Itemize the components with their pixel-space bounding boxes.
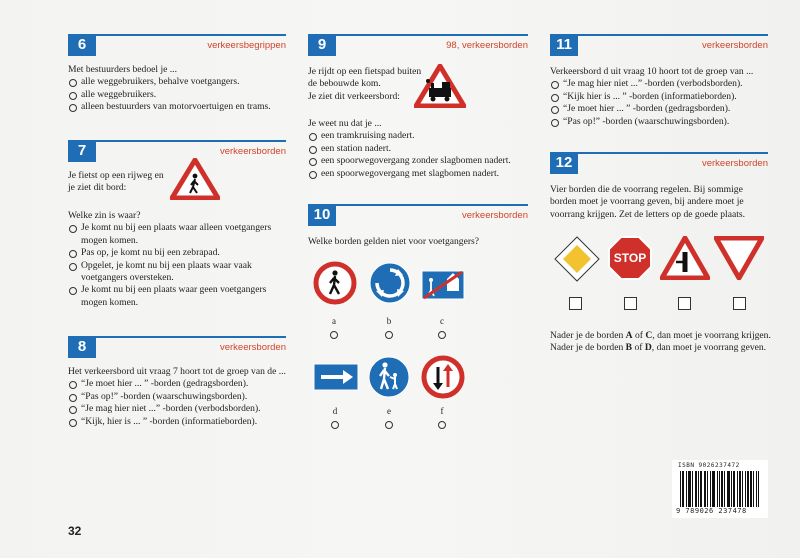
answer-option[interactable]: “Je mag hier niet ...” -borden (verbodsborden). [68, 403, 300, 415]
answer-option[interactable]: “Kijk, hier is ... ” -borden (informatieborden). [68, 416, 300, 428]
question-category: verkeersborden [219, 146, 286, 157]
answer-radio[interactable] [385, 331, 393, 339]
question-12-text: Vier borden die de voorrang regelen. Bij sommige borden moet je voorrang geven, bij andere moet je voorrang krijgen. Zet de letters op de goede plaats. [550, 184, 746, 220]
sign-label: b [386, 316, 392, 326]
sign-label: a [332, 316, 336, 326]
question-number: 7 [68, 140, 96, 162]
answer-option[interactable]: “Pas op!” -borden (waarschuwingsborden). [550, 116, 780, 128]
sign-label: d [332, 406, 338, 416]
answer-letter-box[interactable] [733, 297, 746, 310]
answer-radio[interactable] [385, 421, 393, 429]
question-category: verkeersborden [461, 210, 528, 221]
question-number: 9 [308, 34, 336, 56]
question-9-intro: Je rijdt op een fietspad buiten de bebouwde kom. Je ziet dit verkeersbord: [308, 66, 422, 102]
end-residential-zone-sign-icon [421, 270, 465, 300]
answer-radio[interactable] [438, 421, 446, 429]
question-text: Je weet nu dat je ... [308, 118, 382, 129]
page-number: 32 [68, 524, 82, 538]
priority-road-sign-icon [554, 236, 600, 282]
answer-option[interactable]: Opgelet, je komt nu bij een plaats waar vaak voetgangers oversteken. [68, 260, 298, 285]
no-pedestrians-sign-icon [313, 261, 357, 305]
stop-sign-icon [608, 236, 652, 280]
barcode-digits: 9 789026 237478 [676, 507, 747, 515]
give-way-oncoming-sign-icon [421, 355, 465, 399]
question-text: Welke borden gelden niet voor voetgangers? [308, 236, 480, 247]
answer-option[interactable]: alle weggebruikers. [68, 89, 298, 101]
question-11-header [550, 34, 768, 58]
question-category: verkeersborden [219, 342, 286, 353]
answer-option[interactable]: een tramkruising nadert. [308, 130, 540, 142]
question-category: verkeersborden [701, 158, 768, 169]
give-way-sign-icon [714, 236, 764, 280]
pedestrian-path-sign-icon [367, 355, 411, 399]
question-8-body [68, 366, 300, 428]
answer-option[interactable]: alleen bestuurders van motorvoertuigen en trams. [68, 101, 298, 113]
answer-radio[interactable] [438, 331, 446, 339]
question-number: 8 [68, 336, 96, 358]
answer-option[interactable]: Pas op, je komt nu bij een zebrapad. [68, 247, 298, 259]
answer-option[interactable]: alle weggebruikers, behalve voetgangers. [68, 76, 298, 88]
answer-option[interactable]: Je komt nu bij een plaats waar alleen voetgangers mogen komen. [68, 222, 298, 247]
answer-letter-box[interactable] [678, 297, 691, 310]
question-category: 98, verkeersborden [446, 40, 528, 51]
question-12-instructions: Nader je de borden A of C, dan moet je voorrang krijgen. Nader je de borden B of D, dan moet je voorrang geven. [550, 330, 771, 354]
barcode [672, 460, 768, 518]
barcode-bars [680, 471, 762, 507]
side-road-warning-sign-icon [660, 236, 710, 280]
question-text: Welke zin is waar? [68, 210, 141, 221]
question-7-intro: Je fietst op een rijweg en je ziet dit bord: [68, 170, 164, 194]
question-9-header [308, 34, 528, 58]
question-number: 12 [550, 152, 578, 174]
answer-option[interactable]: “Je moet hier ... ” -borden (gedragsborden). [68, 378, 300, 390]
question-7-body [68, 210, 298, 309]
answer-option[interactable]: “Je moet hier ... ” -borden (gedragsborden). [550, 103, 780, 115]
answer-option[interactable]: een spoorwegovergang met slagbomen nadert. [308, 168, 540, 180]
question-8-header [68, 336, 286, 360]
question-6-body [68, 64, 298, 114]
question-text: Het verkeersbord uit vraag 7 hoort tot de groep van de ... [68, 366, 286, 377]
question-9-body [308, 118, 540, 180]
sign-label: e [387, 406, 391, 416]
sign-label: f [440, 406, 444, 416]
isbn-text: ISBN 9026237472 [678, 462, 740, 469]
pedestrian-warning-sign-icon [170, 158, 220, 200]
answer-letter-box[interactable] [624, 297, 637, 310]
answer-option[interactable]: “Kijk hier is ... ” -borden (informatieborden). [550, 91, 780, 103]
railway-crossing-warning-sign-icon [414, 64, 466, 108]
question-11-body [550, 66, 780, 128]
question-text: Verkeersbord d uit vraag 10 hoort tot de groep van ... [550, 66, 754, 77]
question-12-header [550, 152, 768, 176]
answer-option[interactable]: een spoorwegovergang zonder slagbomen nadert. [308, 155, 540, 167]
answer-option[interactable]: “Pas op!” -borden (waarschuwingsborden). [68, 391, 300, 403]
answer-radio[interactable] [330, 331, 338, 339]
question-category: verkeersbegrippen [207, 40, 286, 51]
answer-option[interactable]: Je komt nu bij een plaats waar geen voetgangers mogen komen. [68, 284, 298, 309]
question-text: Met bestuurders bedoel je ... [68, 64, 177, 75]
question-category: verkeersborden [701, 40, 768, 51]
one-way-arrow-sign-icon [313, 363, 359, 391]
question-number: 6 [68, 34, 96, 56]
answer-letter-box[interactable] [569, 297, 582, 310]
answer-option[interactable]: een station nadert. [308, 143, 540, 155]
question-10-header [308, 204, 528, 228]
question-6-header [68, 34, 286, 58]
answer-option[interactable]: “Je mag hier niet ...” -borden (verbodsborden). [550, 78, 780, 90]
stop-sign-text: STOP [613, 251, 647, 265]
answer-radio[interactable] [331, 421, 339, 429]
roundabout-sign-icon [368, 261, 412, 305]
question-number: 11 [550, 34, 578, 56]
sign-label: c [440, 316, 444, 326]
question-number: 10 [308, 204, 336, 226]
